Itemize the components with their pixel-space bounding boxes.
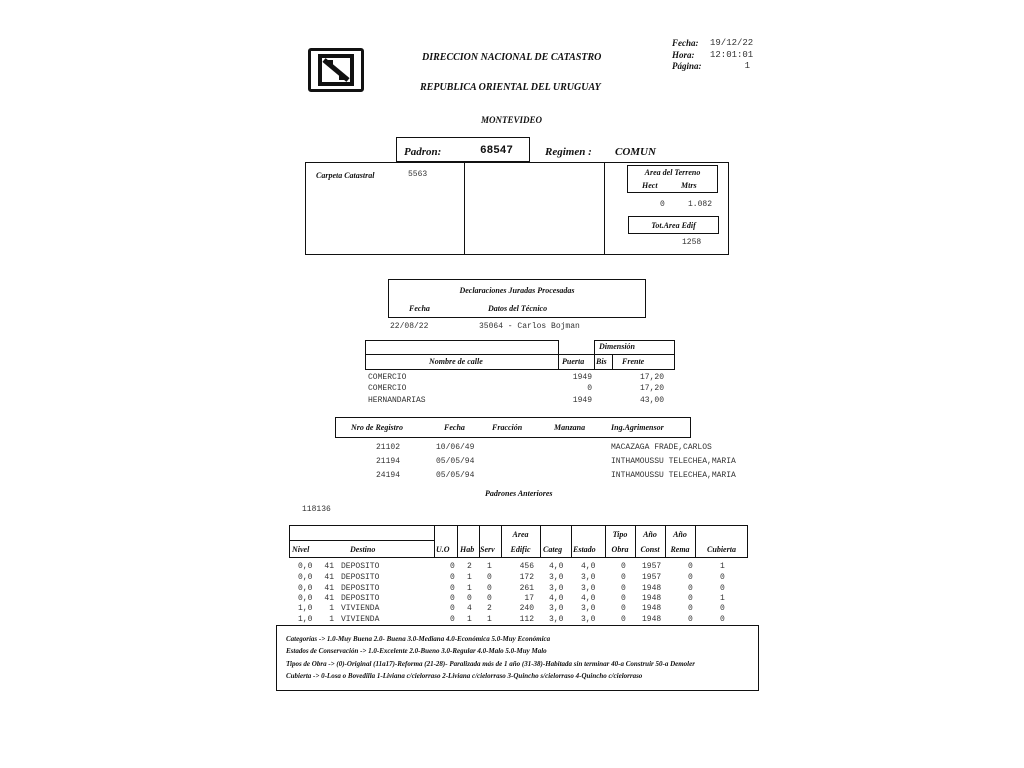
col-area-bottom: Edific (510, 545, 531, 554)
dimension-label: Dimensión (598, 342, 635, 351)
unidad-cod: 1 (329, 604, 334, 613)
regimen-label: Regimen : (545, 146, 592, 158)
unidad-area: 17 (524, 594, 534, 603)
legend-estados: Estados de Conservación -> 1.0-Excelente 2.0-Bueno 3.0-Regular 4.0-Malo 5.0-Muy Malo (286, 647, 547, 655)
pagina-value: 1 (744, 61, 750, 71)
terreno-title: Area del Terreno (644, 168, 701, 177)
unidad-destino: VIVIENDA (341, 615, 380, 624)
registro-nro: 21194 (376, 457, 401, 466)
unidad-hab: 2 (467, 562, 472, 571)
col-hab: Hab (460, 545, 475, 554)
unidad-destino: DEPOSITO (341, 573, 380, 582)
unidad-destino: DEPOSITO (341, 562, 380, 571)
catastro-logo (308, 48, 364, 92)
col-uo: U.O (436, 545, 450, 554)
regimen-value: COMUN (615, 146, 656, 158)
unidad-cubierta: 1 (720, 594, 725, 603)
declaraciones-tecnico-label: Datos del Técnico (488, 304, 548, 313)
col-anio-bottom: Const (640, 545, 660, 554)
col-area-top: Area (512, 530, 529, 539)
calle-nombre: COMERCIO (368, 384, 407, 393)
unidad-tipo: 0 (621, 562, 626, 571)
mtrs-label: Mtrs (681, 181, 697, 190)
unidad-cubierta: 0 (720, 604, 725, 613)
mtrs-value: 1.082 (687, 200, 712, 209)
unidad-hab: 4 (467, 604, 472, 613)
unidad-cubierta: 0 (720, 584, 725, 593)
calle-frente: 17,20 (639, 384, 664, 393)
calle-nombre: COMERCIO (368, 373, 407, 382)
col-anio2-bottom: Rema (670, 545, 690, 554)
unidad-hab: 0 (467, 594, 472, 603)
unidad-area: 172 (519, 573, 534, 582)
nombre-calle-label: Nombre de calle (429, 357, 483, 366)
unidad-categ: 3,0 (549, 615, 564, 624)
declaraciones-fecha-label: Fecha (409, 304, 430, 313)
calle-frente: 17,20 (639, 373, 664, 382)
unidad-categ: 4,0 (549, 562, 564, 571)
registro-agrimensor-label: Ing.Agrimensor (611, 423, 664, 432)
unidad-cod: 41 (324, 562, 334, 571)
unidad-area: 261 (519, 584, 534, 593)
col-tipo-top: Tipo (612, 530, 628, 539)
fecha-label: Fecha: (672, 38, 699, 48)
frente-label: Frente (622, 357, 645, 366)
registro-agrimensor: INTHAMOUSSU TELECHEA,MARIA (611, 457, 736, 466)
declaracion-tecnico: 35064 - Carlos Bojman (479, 322, 580, 331)
unidad-area: 456 (519, 562, 534, 571)
col-categ: Categ (543, 545, 563, 554)
unidad-serv: 1 (487, 562, 492, 571)
pagina-label: Página: (672, 61, 702, 71)
puerta-label: Puerta (562, 357, 585, 366)
unidad-cubierta: 0 (720, 573, 725, 582)
unidad-categ: 3,0 (549, 604, 564, 613)
unidad-tipo: 0 (621, 615, 626, 624)
unidad-uo: 0 (450, 584, 455, 593)
unidad-hab: 1 (467, 584, 472, 593)
padron-anterior-value: 118136 (302, 505, 331, 514)
padrones-anteriores-title: Padrones Anteriores (485, 489, 553, 498)
unidad-tipo: 0 (621, 594, 626, 603)
unidad-uo: 0 (450, 615, 455, 624)
unidad-estado: 3,0 (581, 615, 596, 624)
carpeta-label: Carpeta Catastral (316, 171, 375, 180)
unidad-cod: 41 (324, 584, 334, 593)
unidad-estado: 3,0 (581, 604, 596, 613)
unidad-rema: 0 (688, 584, 693, 593)
unidad-cubierta: 1 (720, 562, 725, 571)
unidad-uo: 0 (450, 594, 455, 603)
unidad-rema: 0 (688, 604, 693, 613)
legend-tipos-obra: Tipos de Obra -> (0)-Original (11a17)-Reforma (21-28)- Paralizada más de 1 año (31-38)-Habitada sin terminar 40-a Construir 50-a Demoler (286, 660, 695, 668)
padron-value: 68547 (480, 145, 514, 157)
calle-nombre: HERNANDARIAS (368, 396, 426, 405)
hect-value: 0 (660, 200, 665, 209)
registro-nro: 21102 (376, 443, 401, 452)
unidad-cod: 1 (329, 615, 334, 624)
registro-fecha: 05/05/94 (436, 457, 475, 466)
calle-frente: 43,00 (639, 396, 664, 405)
unidad-rema: 0 (688, 573, 693, 582)
carpeta-value: 5563 (408, 170, 428, 179)
hora-label: Hora: (672, 50, 695, 60)
unidad-serv: 1 (487, 615, 492, 624)
declaracion-fecha: 22/08/22 (390, 322, 429, 331)
padron-label: Padron: (404, 146, 442, 158)
unidad-categ: 3,0 (549, 573, 564, 582)
col-cubierta: Cubierta (707, 545, 736, 554)
legend-cubierta: Cubierta -> 0-Losa o Bovedilla 1-Liviana c/cielorraso 2-Liviana c/cielorraso 3-Quincho s/cielorraso 4-Quincho c/cielorraso (286, 672, 643, 680)
unidad-rema: 0 (688, 615, 693, 624)
col-serv: Serv (480, 545, 495, 554)
registro-nro: 24194 (376, 471, 401, 480)
registro-fecha: 10/06/49 (436, 443, 475, 452)
unidad-serv: 2 (487, 604, 492, 613)
unidad-serv: 0 (487, 594, 492, 603)
registro-nro-label: Nro de Registro (351, 423, 403, 432)
unidad-cubierta: 0 (720, 615, 725, 624)
unidad-nivel: 0,0 (298, 594, 313, 603)
col-tipo-bottom: Obra (611, 545, 629, 554)
declaraciones-title: Declaraciones Juradas Procesadas (459, 286, 575, 295)
col-estado: Estado (573, 545, 596, 554)
unidad-anio: 1957 (642, 562, 662, 571)
unidad-hab: 1 (467, 573, 472, 582)
unidad-tipo: 0 (621, 604, 626, 613)
unidad-estado: 4,0 (581, 594, 596, 603)
unidad-nivel: 0,0 (298, 573, 313, 582)
registro-fraccion-label: Fracción (492, 423, 523, 432)
unidad-destino: DEPOSITO (341, 584, 380, 593)
unidad-destino: VIVIENDA (341, 604, 380, 613)
unidad-anio: 1948 (642, 604, 662, 613)
hora-value: 12:01:01 (710, 50, 754, 60)
unidad-categ: 4,0 (549, 594, 564, 603)
unidad-estado: 4,0 (581, 562, 596, 571)
unidad-anio: 1948 (642, 584, 662, 593)
unidad-categ: 3,0 (549, 584, 564, 593)
hect-label: Hect (642, 181, 658, 190)
unidad-hab: 1 (467, 615, 472, 624)
legend-categorias: Categorías -> 1.0-Muy Buena 2.0- Buena 3.0-Mediana 4.0-Económica 5.0-Muy Económica (286, 635, 551, 643)
unidad-rema: 0 (688, 594, 693, 603)
col-anio2-top: Año (673, 530, 687, 539)
unidad-nivel: 1,0 (298, 604, 313, 613)
unidad-tipo: 0 (621, 573, 626, 582)
department-title: MONTEVIDEO (481, 115, 543, 125)
registro-manzana-label: Manzana (554, 423, 586, 432)
unidad-estado: 3,0 (581, 573, 596, 582)
unidad-area: 112 (519, 615, 534, 624)
unidad-cod: 41 (324, 594, 334, 603)
unidad-uo: 0 (450, 573, 455, 582)
col-anio-top: Año (643, 530, 657, 539)
unidad-uo: 0 (450, 562, 455, 571)
bis-label: Bis (596, 357, 607, 366)
unidad-rema: 0 (688, 562, 693, 571)
unidad-uo: 0 (450, 604, 455, 613)
registro-agrimensor: INTHAMOUSSU TELECHEA,MARIA (611, 471, 736, 480)
unidad-anio: 1948 (642, 615, 662, 624)
unidad-cod: 41 (324, 573, 334, 582)
country-title: REPUBLICA ORIENTAL DEL URUGUAY (420, 82, 601, 93)
edif-value: 1258 (682, 238, 702, 247)
unidad-estado: 3,0 (581, 584, 596, 593)
institution-title: DIRECCION NACIONAL DE CATASTRO (422, 52, 602, 63)
unidad-nivel: 1,0 (298, 615, 313, 624)
col-nivel: Nivel (292, 545, 310, 554)
unidad-nivel: 0,0 (298, 584, 313, 593)
unidad-anio: 1957 (642, 573, 662, 582)
edif-title: Tot.Area Edif (651, 221, 696, 230)
col-destino: Destino (350, 545, 376, 554)
unidad-serv: 0 (487, 584, 492, 593)
document-page (238, 0, 778, 768)
unidad-nivel: 0,0 (298, 562, 313, 571)
fecha-value: 19/12/22 (710, 38, 754, 48)
unidad-tipo: 0 (621, 584, 626, 593)
registro-fecha-label: Fecha (444, 423, 465, 432)
unidad-destino: DEPOSITO (341, 594, 380, 603)
unidad-serv: 0 (487, 573, 492, 582)
unidad-area: 240 (519, 604, 534, 613)
unidad-anio: 1948 (642, 594, 662, 603)
registro-agrimensor: MACAZAGA FRADE,CARLOS (611, 443, 712, 452)
calle-puerta: 1949 (572, 373, 592, 382)
calle-puerta: 1949 (572, 396, 592, 405)
calle-puerta: 0 (587, 384, 592, 393)
registro-fecha: 05/05/94 (436, 471, 475, 480)
